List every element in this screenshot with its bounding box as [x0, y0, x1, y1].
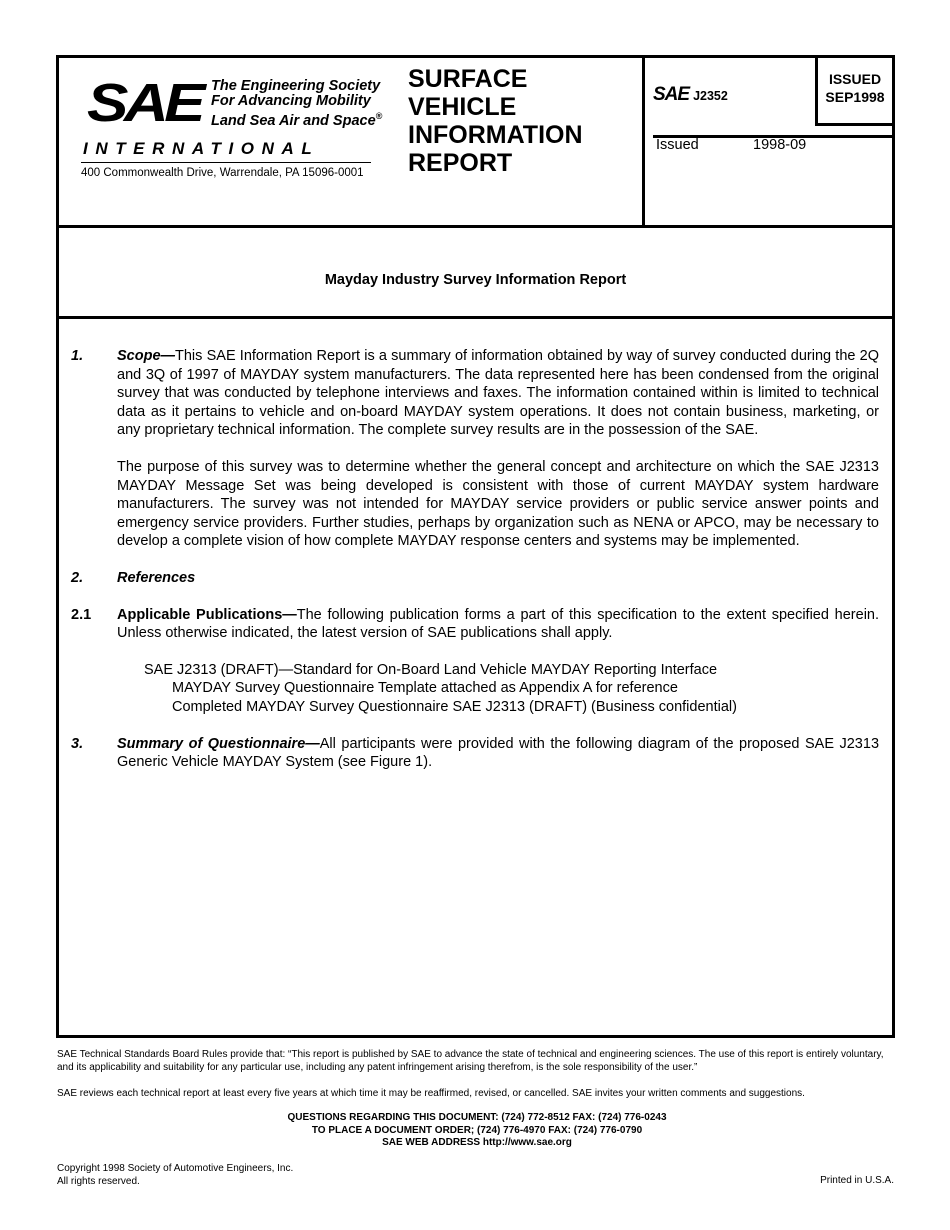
- document-frame: [56, 55, 895, 1038]
- copyright-line: Copyright 1998 Society of Automotive Engineers, Inc.: [57, 1163, 294, 1174]
- section-text: This SAE Information Report is a summary of information obtained by way of survey conducted during the 2Q and 3Q of 1997 of MAYDAY system manufacturers. The data represented here has been condensed from the original survey that was conducted by telephone interviews and faxes. The information contained within is limited to technical data as it pertains to vehicle and on-board MAYDAY system operations. It does not contain business, marketing, or any proprietary technical information. The complete survey results are in the possession of the SAE.: [117, 348, 879, 439]
- doc-type-line: VEHICLE: [408, 93, 517, 121]
- document-body: [71, 347, 879, 772]
- registered-mark: ®: [375, 111, 383, 121]
- section-text: All participants were provided with the following diagram of the proposed SAE J2313 Generic Vehicle MAYDAY System (see Figure 1).: [117, 735, 880, 771]
- list-item: SAE J2313 (DRAFT)—Standard for On-Board Land Vehicle MAYDAY Reporting Interface: [144, 661, 718, 678]
- footer-contact: [57, 1112, 897, 1150]
- sae-logo-mark: SAE: [87, 73, 201, 133]
- section-summary: [71, 735, 879, 772]
- footer-rules: SAE Technical Standards Board Rules provide that: “This report is published by SAE to advance the state of technical and engineering sciences. The use of this report is entirely voluntary, and its applicability and suitability for any particular use, including any patent infringement arising therefrom, is the sole responsibility of the user.”: [57, 1049, 884, 1073]
- printed-in: Printed in U.S.A.: [820, 1175, 894, 1186]
- web-line: SAE WEB ADDRESS http://www.sae.org: [382, 1137, 572, 1148]
- questions-line: QUESTIONS REGARDING THIS DOCUMENT: (724) 772-8512 FAX: (724) 776-0243: [287, 1112, 667, 1123]
- doc-type-line: INFORMATION: [408, 121, 583, 149]
- section-number: 2.: [71, 569, 84, 586]
- document-type: [408, 65, 583, 177]
- title-box: [59, 228, 892, 319]
- sae-logo: [81, 73, 391, 186]
- header: [59, 58, 892, 228]
- tagline-text: Land Sea Air and Space: [211, 112, 376, 129]
- list-item: MAYDAY Survey Questionnaire Template attached as Appendix A for reference: [172, 680, 678, 697]
- section-heading: Summary of Questionnaire—: [117, 735, 320, 752]
- tagline-line: For Advancing Mobility: [211, 93, 371, 109]
- section-applicable-publications: [71, 606, 879, 643]
- publication-list: [71, 661, 879, 717]
- doc-type-line: REPORT: [408, 149, 513, 177]
- address: 400 Commonwealth Drive, Warrendale, PA 15096-0001: [81, 167, 364, 179]
- section-heading: Applicable Publications—: [117, 606, 297, 623]
- section-number: 3.: [71, 735, 84, 752]
- page-title: Mayday Industry Survey Information Report: [324, 272, 627, 288]
- issued-label: Issued: [656, 137, 699, 153]
- logo-tagline: [211, 79, 382, 129]
- issued-status-box: [815, 58, 892, 126]
- section-heading: Scope—: [117, 348, 176, 364]
- tagline-line: [211, 109, 382, 129]
- sae-small-logo: SAE: [653, 84, 690, 105]
- section-references: [71, 569, 879, 588]
- section-scope: [71, 347, 879, 440]
- section-scope-para2: The purpose of this survey was to determine whether the general concept and architecture on which the SAE J2313 MAYDAY Message Set was being developed is consistent with those of current MAYDAY system hardware manufacturers. The survey was not intended for MAYDAY service providers or public service answer points and emergency service providers. Further studies, perhaps by organization such as NENA or APCO, may be necessary to develop a complete vision of how complete MAYDAY response centers and systems may be implemented.: [117, 458, 879, 550]
- tagline-line: The Engineering Society: [211, 78, 381, 94]
- rights-line: All rights reserved.: [57, 1175, 140, 1187]
- document-number: [653, 84, 728, 106]
- issued-date: 1998-09: [753, 137, 807, 153]
- list-item: Completed MAYDAY Survey Questionnaire SAE J2313 (DRAFT) (Business confidential): [172, 698, 737, 715]
- divider: [642, 58, 645, 225]
- international-wordmark: INTERNATIONAL: [83, 139, 320, 158]
- footer-review: SAE reviews each technical report at least every five years at which time it may be reaffirmed, revised, or cancelled. SAE invites your written comments and suggestions.: [57, 1088, 805, 1099]
- doc-type-line: SURFACE: [408, 65, 528, 93]
- issued-status-line: ISSUED: [828, 71, 882, 87]
- order-line: TO PLACE A DOCUMENT ORDER; (724) 776-4970 FAX: (724) 776-0790: [311, 1124, 643, 1136]
- section-heading: References: [117, 569, 196, 586]
- section-number: 1.: [71, 348, 84, 364]
- issued-status-line: SEP1998: [825, 89, 885, 105]
- section-text: The following publication forms a part of this specification to the extent specified herein. Unless otherwise indicated, the latest version of SAE publications shall apply.: [117, 606, 880, 642]
- doc-number-text: J2352: [693, 89, 728, 103]
- issued-row: [656, 137, 806, 153]
- section-number: 2.1: [71, 606, 92, 623]
- divider: [81, 162, 371, 163]
